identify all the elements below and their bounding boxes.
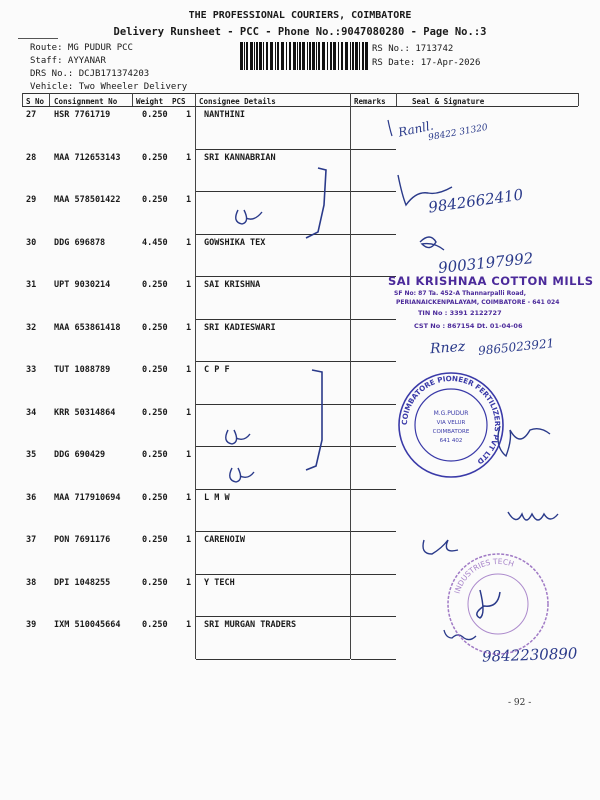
row-sno: 33 <box>26 365 37 375</box>
row-consignment: TUT 1088789 <box>54 365 111 375</box>
row-consignment: MAA 578501422 <box>54 195 121 205</box>
row-consignee: L M W <box>204 492 230 503</box>
sig-row31-phone: 9003197992 <box>437 249 535 277</box>
row-sno: 28 <box>26 152 37 163</box>
row-pcs: 1 <box>186 577 192 588</box>
rs-number: RS No.: 1713742 <box>372 44 454 54</box>
row-consignment: DDG 690429 <box>54 450 106 460</box>
sig-row29-phone: 9842662410 <box>427 185 525 217</box>
row-weight: 4.450 <box>142 237 168 248</box>
row-pcs: 1 <box>186 492 192 503</box>
row-pcs: 1 <box>186 365 192 375</box>
row-weight: 0.250 <box>142 280 168 290</box>
row-consignment: DDG 696878 <box>54 237 106 248</box>
cotton-stamp-cst: CST No : 867154 Dt. 01-04-06 <box>414 322 523 330</box>
row-sno: 30 <box>26 237 37 248</box>
sig-row39-phone: 9842230890 <box>481 644 578 666</box>
col-pcs: PCS <box>172 97 186 106</box>
row-weight: 0.250 <box>142 450 168 460</box>
sig-row27-phone: 98422 31320 <box>427 122 489 144</box>
cotton-stamp-address1: SF No: 87 Ta. 452-A Thannarpalli Road, <box>394 290 526 297</box>
row-consignee: Y TECH <box>204 577 235 588</box>
footnote-mark: - 92 - <box>508 698 532 708</box>
initial-mark <box>226 430 250 444</box>
row-weight: 0.250 <box>142 535 168 545</box>
col-consignment: Consignment No <box>54 97 118 106</box>
staff-label: Staff: AYYANAR <box>30 56 106 66</box>
drs-number: DRS No.: DCJB171374203 <box>30 69 150 79</box>
row-pcs: 1 <box>186 280 192 290</box>
row-consignment: KRR 50314864 <box>54 407 116 418</box>
sig-row33: Rnez <box>429 338 466 358</box>
row-sno: 29 <box>26 195 37 205</box>
row-sno: 27 <box>26 110 37 120</box>
signature-scribble <box>420 237 444 250</box>
tick-mark <box>388 120 392 136</box>
row-sno: 36 <box>26 492 37 503</box>
pioneer-center-2: VIA VELUR <box>436 420 466 426</box>
row-weight: 0.250 <box>142 577 168 588</box>
initial-mark <box>236 210 262 224</box>
initial-mark <box>230 468 254 482</box>
row-weight: 0.250 <box>142 620 168 630</box>
row-consignment: MAA 653861418 <box>54 322 121 333</box>
row-pcs: 1 <box>186 195 192 205</box>
row-pcs: 1 <box>186 450 192 460</box>
svg-text:INDUSTRIES TECH <box>452 557 515 595</box>
cotton-stamp-address2: PERIANAICKENPALAYAM, COIMBATORE - 641 024 <box>396 299 560 306</box>
row-weight: 0.250 <box>142 365 168 375</box>
runsheet-subtitle: Delivery Runsheet - PCC - Phone No.:9047080280 - Page No.:3 <box>113 26 487 38</box>
row-pcs: 1 <box>186 407 192 418</box>
purple-seal-stamp <box>446 552 550 656</box>
row-consignee: SRI KANNABRIAN <box>204 152 276 163</box>
col-weight: Weight <box>136 97 164 106</box>
vehicle-label: Vehicle: Two Wheeler Delivery <box>30 82 188 92</box>
rs-date: RS Date: 17-Apr-2026 <box>372 58 481 68</box>
pioneer-fertilizers-stamp <box>396 370 506 480</box>
row-consignee: C P F <box>204 365 230 375</box>
row-weight: 0.250 <box>142 492 168 503</box>
row-sno: 39 <box>26 620 37 630</box>
row-consignment: PON 7691176 <box>54 535 111 545</box>
bracket-mark <box>306 370 322 470</box>
purple-ring-text: INDUSTRIES TECH <box>452 556 516 595</box>
pioneer-center-3: COIMBATORE <box>432 429 470 435</box>
row-consignee: GOWSHIKA TEX <box>204 237 266 248</box>
cotton-stamp-name: SAI KRISHNAA COTTON MILLS <box>388 274 594 288</box>
pioneer-center-1: M.G.PUDUR <box>433 410 469 417</box>
row-weight: 0.250 <box>142 110 168 120</box>
row-consignee: SRI MURGAN TRADERS <box>204 620 297 630</box>
row-consignment: HSR 7761719 <box>54 110 111 120</box>
row-sno: 35 <box>26 450 37 460</box>
row-consignee: CARENOIW <box>204 535 245 545</box>
row-consignment: IXM 510045664 <box>54 620 121 630</box>
row-weight: 0.250 <box>142 407 168 418</box>
col-remarks: Remarks <box>354 97 386 106</box>
row-pcs: 1 <box>186 110 192 120</box>
row-weight: 0.250 <box>142 322 168 333</box>
row-pcs: 1 <box>186 322 192 333</box>
row-pcs: 1 <box>186 152 192 163</box>
cotton-stamp-tin: TIN No : 3391 2122727 <box>418 309 502 317</box>
row-consignment: MAA 717910694 <box>54 492 121 503</box>
row-pcs: 1 <box>186 237 192 248</box>
sig-row27: Ranll. <box>396 118 435 140</box>
route-label: Route: MG PUDUR PCC <box>30 43 133 53</box>
col-seal-signature: Seal & Signature <box>412 97 485 106</box>
row-consignee: SAI KRISHNA <box>204 280 261 290</box>
row-sno: 37 <box>26 535 37 545</box>
row-weight: 0.250 <box>142 152 168 163</box>
row-consignee: NANTHINI <box>204 110 245 120</box>
row-sno: 31 <box>26 280 37 290</box>
col-consignee: Consignee Details <box>199 97 276 106</box>
pioneer-center-4: 641 402 <box>439 438 463 444</box>
row-weight: 0.250 <box>142 195 168 205</box>
pioneer-ring-text: COIMBATORE PIONEER FERTILIZERS PVT LTD <box>399 373 503 467</box>
bracket-mark <box>306 168 326 238</box>
row-consignment: MAA 712653143 <box>54 152 121 163</box>
row-consignment: UPT 9030214 <box>54 280 111 290</box>
row-pcs: 1 <box>186 620 192 630</box>
signature-scribble <box>508 512 558 520</box>
col-sno: S No <box>26 97 45 106</box>
row-pcs: 1 <box>186 535 192 545</box>
row-sno: 38 <box>26 577 37 588</box>
sig-row33-phone: 9865023921 <box>477 336 555 358</box>
row-consignment: DPI 1048255 <box>54 577 111 588</box>
company-title: THE PROFESSIONAL COURIERS, COIMBATORE <box>188 10 412 21</box>
row-sno: 32 <box>26 322 37 333</box>
row-sno: 34 <box>26 407 37 418</box>
row-consignee: SRI KADIESWARI <box>204 322 276 333</box>
